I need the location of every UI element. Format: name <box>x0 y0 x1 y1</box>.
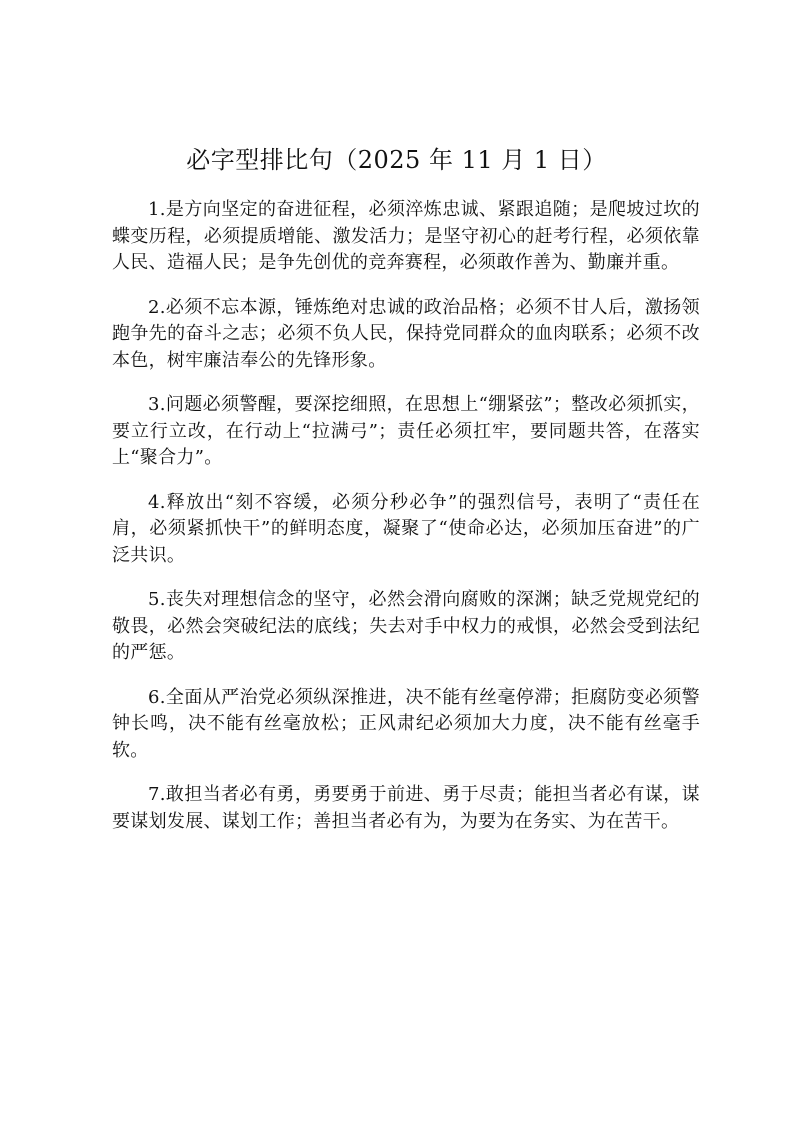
paragraph-4: 4.释放出“刻不容缓，必须分秒必争”的强烈信号，表明了“责任在肩，必须紧抓快干”的鲜明态度，凝聚了“使命必达，必须加压奋进”的广泛共识。 <box>112 491 700 566</box>
paragraph-3: 3.问题必须警醒，要深挖细照，在思想上“绷紧弦”；整改必须抓实，要立行立改，在行动上“拉满弓”；责任必须扛牢，要同题共答，在落实上“聚合力”。 <box>112 394 700 468</box>
paragraph-2: 2.必须不忘本源，锤炼绝对忠诚的政治品格；必须不甘人后，激扬领跑争先的奋斗之志；必须不负人民，保持党同群众的血肉联系；必须不改本色，树牢廉洁奉公的先锋形象。 <box>112 296 700 371</box>
paragraph-6: 6.全面从严治党必须纵深推进，决不能有丝毫停滞；拒腐防变必须警钟长鸣，决不能有丝毫放松；正风肃纪必须加大力度，决不能有丝毫手软。 <box>112 686 700 761</box>
document-body <box>112 197 700 853</box>
paragraph-1: 1.是方向坚定的奋进征程，必须淬炼忠诚、紧跟追随；是爬坡过坎的蝶变历程，必须提质增能、激发活力；是坚守初心的赶考行程，必须依靠人民、造福人民；是争先创优的竞奔赛程，必须敢作善为、勤廉并重。 <box>112 199 700 273</box>
paragraph-7: 7.敢担当者必有勇，勇要勇于前进、勇于尽责；能担当者必有谋，谋要谋划发展、谋划工作；善担当者必有为，为要为在务实、为在苦干。 <box>112 784 700 832</box>
paragraph-5: 5.丧失对理想信念的坚守，必然会滑向腐败的深渊；缺乏党规党纪的敬畏，必然会突破纪法的底线；失去对手中权力的戒惧，必然会受到法纪的严惩。 <box>112 589 700 663</box>
document-title: 必字型排比句（2025 年 11 月 1 日） <box>186 146 607 174</box>
